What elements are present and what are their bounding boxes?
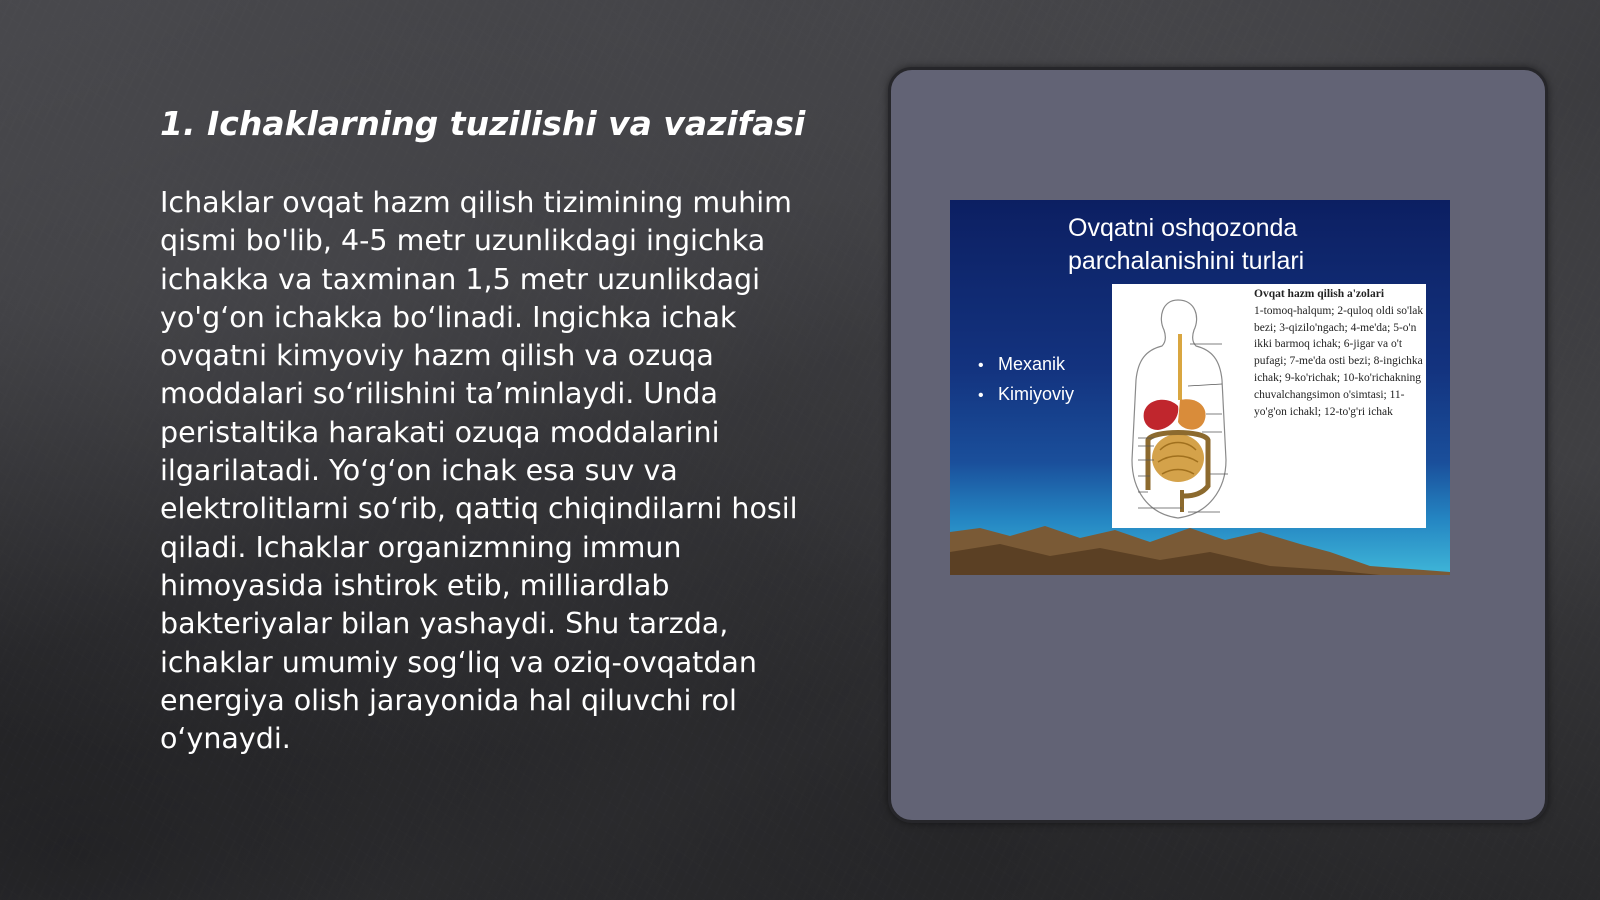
figure-caption — [1254, 286, 1424, 420]
slide-bullet-item: • Mexanik — [978, 350, 1074, 380]
slide-bullet-list — [978, 350, 1074, 410]
slide-bullet-item: • Kimiyoviy — [978, 380, 1074, 410]
digestive-system-figure — [1112, 284, 1426, 528]
digestive-system-illustration — [1118, 290, 1248, 522]
page-title: 1. Ichaklarning tuzilishi va vazifasi — [160, 104, 806, 143]
mountain-silhouette — [950, 522, 1450, 575]
figure-caption-title: Ovqat hazm qilish a'zolari — [1254, 288, 1385, 300]
body-paragraph: Ichaklar ovqat hazm qilish tizimining muhim qismi bo'lib, 4-5 metr uzunlikdagi ingichka ichakka va taxminan 1,5 metr uzunlikdagi yo'g‘on ichakka bo‘linadi. Ingichka ichak ovqatni kimyoviy hazm qilish va ozuqa moddalari so‘rilishini ta’minlaydi. Unda peristaltika harakati ozuqa moddalarini ilgarilatadi. Yo‘g‘on ichak esa suv va elektrolitlarni so‘rib, qattiq chiqindilarni hosil qiladi. Ichaklar organizmning immun himoyasida ishtirok etib, milliardlab bakteriyalar bilan yashaydi. Shu tarzda, ichaklar umumiy sog‘liq va oziq-ovqatdan energiya olish jarayonida hal qiluvchi rol o‘ynaydi. — [160, 186, 798, 756]
slide-title: Ovqatni oshqozonda parchalanishini turlari — [1068, 214, 1305, 275]
figure-caption-text: 1-tomoq-halqum; 2-quloq oldi so'lak bezi; 3-qizilo'ngach; 4-me'da; 5-o'n ikki barmoq ichak; 6-jigar va o't pufagi; 7-me'da osti bezi; 8-ingichka ichak; 9-ko'richak; 10-ko'richakning chuvalchangsimon o'simtasi; 11-yo'g'on ichakl; 12-to'g'ri ichak — [1254, 304, 1424, 418]
embedded-slide-image — [950, 200, 1450, 575]
